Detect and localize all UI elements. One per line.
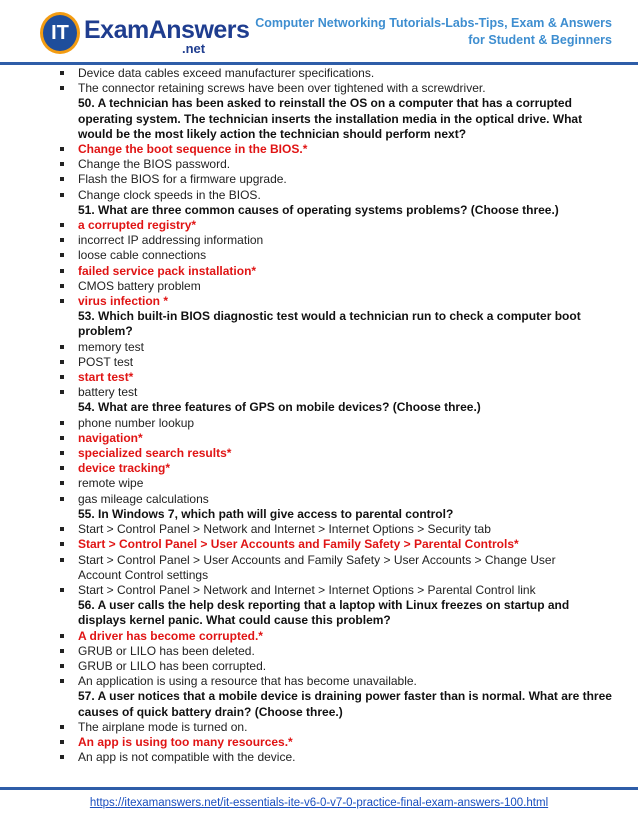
correct-answer-item [58, 735, 578, 750]
correct-answer-item [58, 264, 578, 279]
correct-answer-text: failed service pack installation* [78, 263, 257, 278]
correct-answer-text: A driver has become corrupted.* [78, 628, 263, 643]
correct-answer-item [58, 461, 578, 476]
option-text: GRUB or LILO has been deleted. [78, 643, 255, 658]
correct-answer-text: device tracking* [78, 461, 171, 476]
document-body [58, 66, 612, 765]
correct-answer-item [58, 446, 578, 461]
option-item [58, 355, 578, 370]
question-line: 56. A user calls the help desk reporting that a laptop with Linux freezes on startup and [78, 598, 570, 613]
option-item [58, 522, 578, 537]
option-item [58, 279, 578, 294]
option-item [58, 750, 578, 765]
option-item [58, 492, 578, 507]
correct-answer-text: virus infection * [78, 294, 169, 309]
bullet-square-icon [60, 725, 64, 729]
option-item [58, 188, 578, 203]
option-item [58, 172, 578, 187]
option-item [58, 416, 578, 431]
bullet-square-icon [60, 679, 64, 683]
option-item [58, 248, 578, 263]
question-line: 53. Which built-in BIOS diagnostic test would a technician run to check a computer boot [78, 309, 581, 324]
option-text: Device data cables exceed manufacturer specifications. [78, 66, 375, 80]
site-tagline [255, 15, 612, 49]
correct-answer-text: a corrupted registry* [78, 218, 197, 233]
correct-answer-text: navigation* [78, 430, 143, 445]
option-text: An application is using a resource that has become unavailable. [78, 674, 417, 689]
bullet-square-icon [60, 269, 64, 273]
bullet-square-icon [60, 451, 64, 455]
option-item [58, 659, 578, 674]
option-item [58, 644, 578, 659]
correct-answer-item [58, 537, 578, 552]
question-line: 57. A user notices that a mobile device is draining power faster than is normal. What are three [78, 689, 612, 704]
correct-answer-item [58, 294, 578, 309]
bullet-square-icon [60, 223, 64, 227]
page-footer [0, 797, 638, 809]
tagline-line-1: Computer Networking Tutorials-Labs-Tips, Exam & Answers [255, 16, 612, 30]
option-text: Start > Control Panel > Network and Internet > Internet Options > Security tab [78, 522, 491, 537]
option-continuation: Account Control settings [78, 567, 209, 582]
question-line: operating system. The technician inserts the installation media in the optical drive. What [78, 111, 583, 126]
correct-answer-item [58, 629, 578, 644]
option-text: incorrect IP addressing information [78, 233, 264, 248]
bullet-square-icon [60, 299, 64, 303]
bullet-square-icon [60, 86, 64, 90]
bullet-square-icon [60, 740, 64, 744]
option-text: The airplane mode is turned on. [78, 719, 248, 734]
correct-answer-item [58, 142, 578, 157]
question-line: would be the most likely action the technician should perform next? [78, 126, 467, 141]
question-line: 55. In Windows 7, which path will give access to parental control? [78, 506, 454, 521]
bullet-square-icon [60, 634, 64, 638]
correct-answer-text: start test* [78, 370, 134, 385]
header-divider [0, 62, 638, 65]
bullet-square-icon [60, 755, 64, 759]
correct-answer-text: Start > Control Panel > User Accounts and Family Safety > Parental Controls* [78, 537, 519, 552]
correct-answer-item [58, 431, 578, 446]
option-item [58, 157, 578, 172]
option-text: GRUB or LILO has been corrupted. [78, 658, 267, 673]
bullet-square-icon [60, 421, 64, 425]
bullet-square-icon [60, 542, 64, 546]
tagline-line-2: for Student & Beginners [468, 33, 612, 47]
option-item [58, 385, 578, 400]
option-text: remote wipe [78, 476, 144, 491]
option-text: loose cable connections [78, 248, 207, 263]
option-item [58, 81, 578, 96]
bullet-square-icon [60, 390, 64, 394]
option-item [58, 66, 578, 81]
bullet-square-icon [60, 588, 64, 592]
bullet-square-icon [60, 375, 64, 379]
bullet-square-icon [60, 558, 64, 562]
option-text: CMOS battery problem [78, 278, 201, 293]
correct-answer-item [58, 370, 578, 385]
bullet-square-icon [60, 162, 64, 166]
correct-answer-item [58, 218, 578, 233]
question-line: 54. What are three features of GPS on mobile devices? (Choose three.) [78, 400, 481, 415]
question-line: displays kernel panic. What could cause this problem? [78, 613, 391, 628]
bullet-square-icon [60, 466, 64, 470]
bullet-square-icon [60, 481, 64, 485]
page-header [0, 0, 638, 64]
option-text: POST test [78, 354, 134, 369]
option-item [58, 553, 578, 568]
bullet-square-icon [60, 360, 64, 364]
option-text: phone number lookup [78, 415, 195, 430]
source-link[interactable]: https://itexamanswers.net/it-essentials-ite-v6-0-v7-0-practice-final-exam-answers-100.html [89, 797, 549, 809]
bullet-square-icon [60, 238, 64, 242]
option-item [58, 476, 578, 491]
question-line: problem? [78, 324, 133, 339]
site-logo[interactable] [40, 10, 250, 58]
logo-tld: .net [182, 41, 206, 56]
correct-answer-text: specialized search results* [78, 446, 232, 461]
bullet-square-icon [60, 284, 64, 288]
logo-name: ExamAnswers [84, 16, 250, 44]
bullet-square-icon [60, 664, 64, 668]
option-item [58, 340, 578, 355]
option-item [58, 720, 578, 735]
option-text: An app is not compatible with the device. [78, 750, 296, 765]
question-line: 51. What are three common causes of operating systems problems? (Choose three.) [78, 202, 559, 217]
option-text: memory test [78, 339, 145, 354]
option-item [58, 674, 578, 689]
bullet-square-icon [60, 436, 64, 440]
option-text: battery test [78, 385, 138, 400]
bullet-square-icon [60, 71, 64, 75]
question-line: causes of quick battery drain? (Choose three.) [78, 704, 343, 719]
bullet-square-icon [60, 649, 64, 653]
footer-divider [0, 787, 638, 790]
correct-answer-text: Change the boot sequence in the BIOS.* [78, 142, 308, 157]
bullet-square-icon [60, 497, 64, 501]
option-text: gas mileage calculations [78, 491, 209, 506]
logo-it-badge: IT [40, 12, 80, 54]
bullet-square-icon [60, 253, 64, 257]
option-text: The connector retaining screws have been over tightened with a screwdriver. [78, 81, 486, 96]
bullet-square-icon [60, 147, 64, 151]
bullet-square-icon [60, 177, 64, 181]
option-text: Start > Control Panel > Network and Internet > Internet Options > Parental Control link [78, 582, 536, 597]
question-line: 50. A technician has been asked to reinstall the OS on a computer that has a corrupted [78, 96, 572, 111]
bullet-square-icon [60, 345, 64, 349]
option-text: Change the BIOS password. [78, 157, 231, 172]
option-text: Start > Control Panel > User Accounts and Family Safety > User Accounts > Change User [78, 552, 556, 567]
bullet-square-icon [60, 193, 64, 197]
option-text: Change clock speeds in the BIOS. [78, 187, 261, 202]
bullet-square-icon [60, 527, 64, 531]
correct-answer-text: An app is using too many resources.* [78, 734, 293, 749]
option-item [58, 233, 578, 248]
option-text: Flash the BIOS for a firmware upgrade. [78, 172, 287, 187]
option-item [58, 583, 578, 598]
